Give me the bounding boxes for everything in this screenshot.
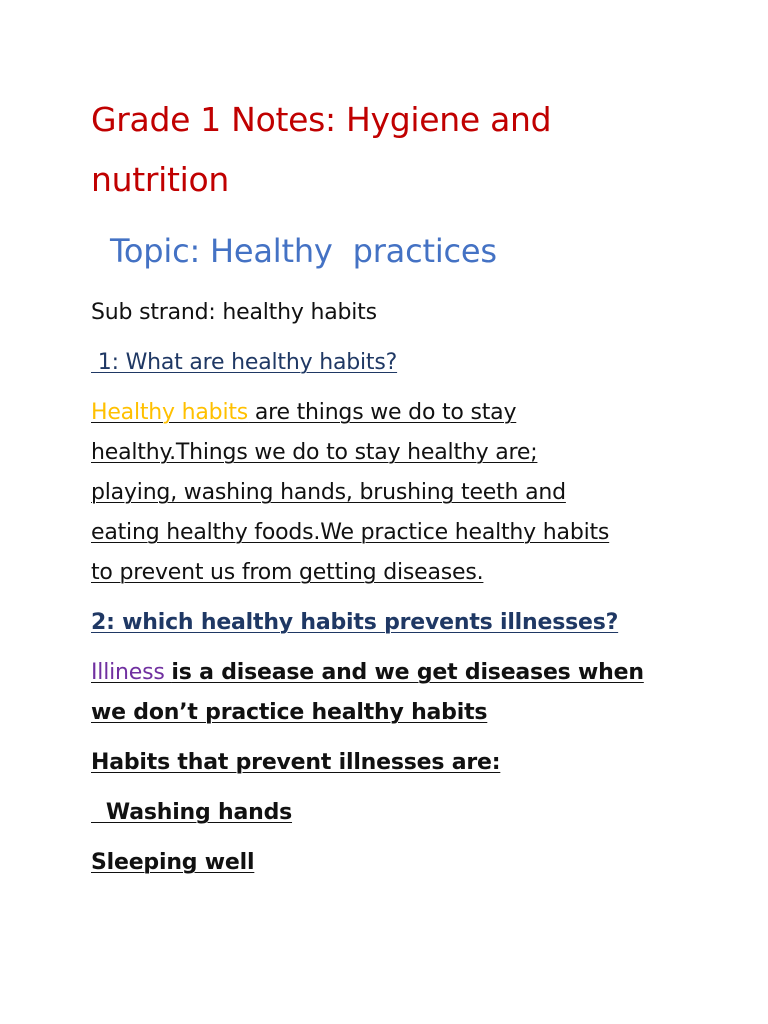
highlight-healthy-habits: Healthy habits [91, 400, 249, 425]
paragraph-2-line-2: we don’t practice healthy habits [91, 700, 488, 725]
question-2: 2: which healthy habits prevents illnesses? [91, 610, 619, 635]
paragraph-1-line-2: healthy.Things we do to stay healthy are; [91, 440, 538, 465]
question-1: 1: What are healthy habits? [91, 350, 398, 375]
sub-strand: Sub strand: healthy habits [91, 300, 377, 325]
paragraph-2-line-1-rest: is a disease and we get diseases when [171, 660, 644, 685]
paragraph-1-line-1 [91, 400, 516, 425]
paragraph-1-line-3: playing, washing hands, brushing teeth and [91, 480, 566, 505]
habit-item-washing-hands: Washing hands [91, 800, 293, 825]
title-line-2: nutrition [91, 160, 230, 199]
paragraph-1-line-4: eating healthy foods.We practice healthy habits [91, 520, 610, 545]
highlight-illiness: Illiness [91, 660, 172, 685]
paragraph-1-line-1-rest: are things we do to stay [248, 400, 517, 425]
paragraph-2-line-1 [91, 660, 644, 685]
habits-heading: Habits that prevent illnesses are: [91, 750, 501, 775]
topic-heading: Topic: Healthy practices [110, 232, 497, 270]
title-line-1: Grade 1 Notes: Hygiene and [91, 100, 552, 139]
habit-item-sleeping-well: Sleeping well [91, 850, 255, 875]
paragraph-1-line-5: to prevent us from getting diseases. [91, 560, 484, 585]
